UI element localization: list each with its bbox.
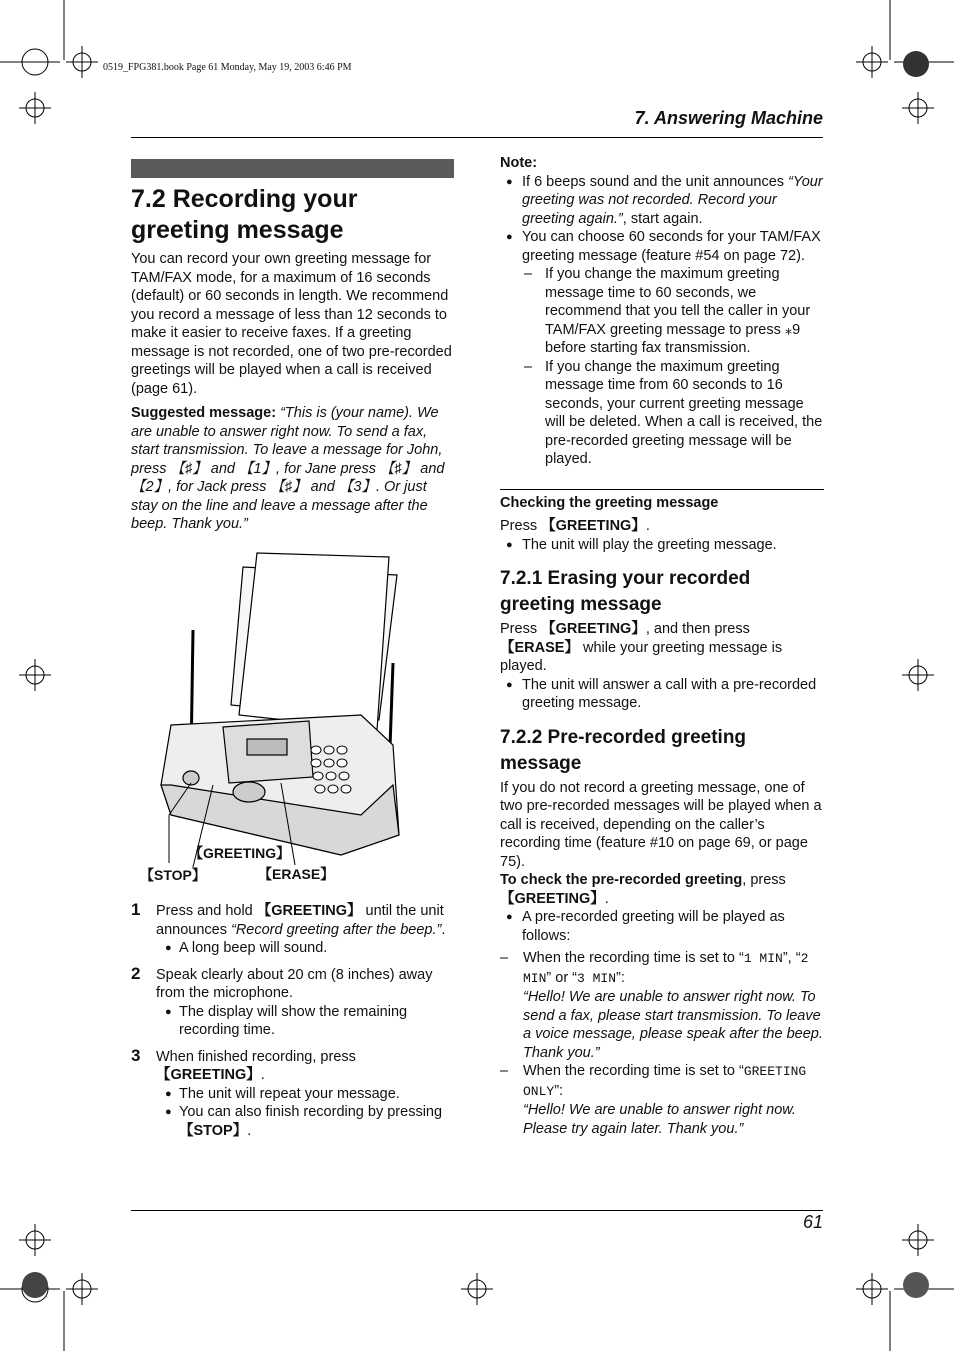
prerecorded-intro: If you do not record a greeting message, one of two pre-recorded messages will be played when a call is received, depending on the caller’s recording time (feature #10 on page 69, or page 75). [500, 779, 822, 870]
prerecorded-dash-1: – When the recording time is set to “1 MIN”, “2 MIN” or “3 MIN”: “Hello! We are unable to answer right now. To send a fax, please start transmission. To leave a voice message, please speak after the beep. Thank you.” [500, 950, 823, 1061]
suggested-text: “This is (your name). We are unable to answer right now. To send a fax, start transmission. To leave a message for John, press 【♯】 and 【1】, for Jane press 【♯】 and 【2】, for Jack press 【♯】 and 【3】. Or just stay on the line and leave a message after the beep. Thank you.” [131, 405, 445, 532]
checking-bullet: ● The unit will play the greeting message. [506, 536, 777, 553]
section-bar [131, 159, 454, 178]
step-bullet: ● The display will show the remaining recording time. [165, 1003, 408, 1038]
step-text: until the unit announces [156, 903, 444, 938]
erasing-bullet: ● The unit will answer a call with a pre-recorded greeting message. [506, 676, 817, 711]
prerecorded-title: 7.2.2 Pre-recorded greeting message [500, 726, 747, 774]
step-bullet: ● A long beep will sound. [165, 940, 328, 956]
stop-key: 【STOP】 [179, 1122, 248, 1139]
prerecorded-check: To check the pre-recorded greeting, press 【GREETING】. [500, 872, 786, 907]
suggested-label: Suggested message: [131, 405, 277, 421]
prerecorded-dash-2: – When the recording time is set to “GREETING ONLY”: “Hello! We are unable to answer right now. Please try again later. Thank you.” [500, 1063, 807, 1137]
step-text: Press and hold [156, 903, 257, 919]
suggested-message [131, 404, 455, 534]
right-column [500, 154, 824, 1138]
step-text: Speak clearly about 20 cm (8 inches) away from the microphone. [156, 966, 433, 1001]
greeting-key: 【GREETING】 [541, 621, 646, 637]
greeting-quote-2: “Hello! We are unable to answer right now. Please try again later. Thank you.” [523, 1102, 796, 1137]
greeting-key: 【GREETING】 [500, 890, 605, 907]
step-number: 2 [131, 963, 141, 983]
step-text: . [441, 921, 446, 938]
note-quote: “Your greeting was not recorded. Record your greeting again.” [522, 173, 823, 227]
step-quote: “Record greeting after the beep.” [230, 921, 442, 938]
greeting-key: 【GREETING】 [156, 1067, 261, 1083]
erase-key: 【ERASE】 [500, 639, 579, 656]
step-1 [131, 902, 455, 958]
running-header: 7. Answering Machine [634, 108, 823, 128]
note-dash-1: – If you change the maximum greeting message time to 60 seconds, we recommend that you tell the caller in your TAM/FAX greeting message to press ⁎9 before starting fax transmission. [524, 266, 811, 356]
step-bullet: ● The unit will repeat your message. [165, 1085, 400, 1102]
step-bullet: ● You can also finish recording by pressing 【STOP】. [165, 1104, 443, 1139]
greeting-key: 【GREETING】 [541, 518, 646, 534]
label-stop: 【STOP】 [140, 867, 206, 883]
step-number: 3 [131, 1045, 141, 1065]
step-number: 1 [131, 900, 141, 919]
checking-text: Press 【GREETING】. [500, 518, 650, 534]
intro-paragraph: You can record your own greeting message for TAM/FAX mode, for a maximum of 16 seconds (default) or 60 seconds in length. We recommend you record a message of less than 12 seconds to make it easier to receive faxes. If a greeting message is not recorded, one of two pre-recorded greetings will be played when a call is received (page 61). [131, 251, 452, 397]
footer-rule [131, 1210, 823, 1211]
section-divider [500, 489, 824, 490]
prerecorded-bullet: ● A pre-recorded greeting will be played as follows: [506, 909, 785, 944]
section-title: 7.2 Recording your greeting message [131, 185, 358, 244]
label-erase: 【ERASE】 [258, 866, 335, 882]
fax-machine-illustration [131, 545, 455, 890]
step-3: 3 When finished recording, press 【GREETING】. ● The unit will repeat your message. ● You can also finish recording by pressing 【STOP】. [131, 1048, 455, 1141]
greeting-key: 【GREETING】 [256, 903, 362, 919]
erasing-text: Press 【GREETING】, and then press 【ERASE】 while your greeting message is played. [500, 621, 783, 674]
erasing-title: 7.2.1 Erasing your recorded greeting message [500, 568, 751, 615]
greeting-quote-1: “Hello! We are unable to answer right now. To send a fax, please start transmission. To leave a voice message, please speak after the beep. Thank you.” [523, 989, 823, 1061]
step-text: When finished recording, press [156, 1048, 356, 1065]
header-rule [131, 137, 823, 138]
file-info: 0519_FPG381.book Page 61 Monday, May 19, 2003 6:46 PM [103, 62, 352, 73]
checking-title: Checking the greeting message [500, 494, 719, 511]
step-2 [131, 963, 455, 1040]
note-label: Note: [500, 155, 538, 171]
page-number: 61 [802, 1212, 823, 1232]
note-bullet-1: ● If 6 beeps sound and the unit announces “Your greeting was not recorded. Record your greeting again.”, start again. [506, 173, 823, 227]
left-column [131, 159, 455, 540]
note-dash-2: – If you change the maximum greeting message time from 60 seconds to 16 seconds, your current greeting message will be deleted. When a call is received, the pre-recorded greeting message will be played. [524, 358, 823, 467]
steps-list [131, 894, 455, 1140]
label-greeting: 【GREETING】 [189, 845, 291, 861]
note-bullet-2: ● You can choose 60 seconds for your TAM/FAX greeting message (feature #54 on page 72). [506, 229, 821, 264]
